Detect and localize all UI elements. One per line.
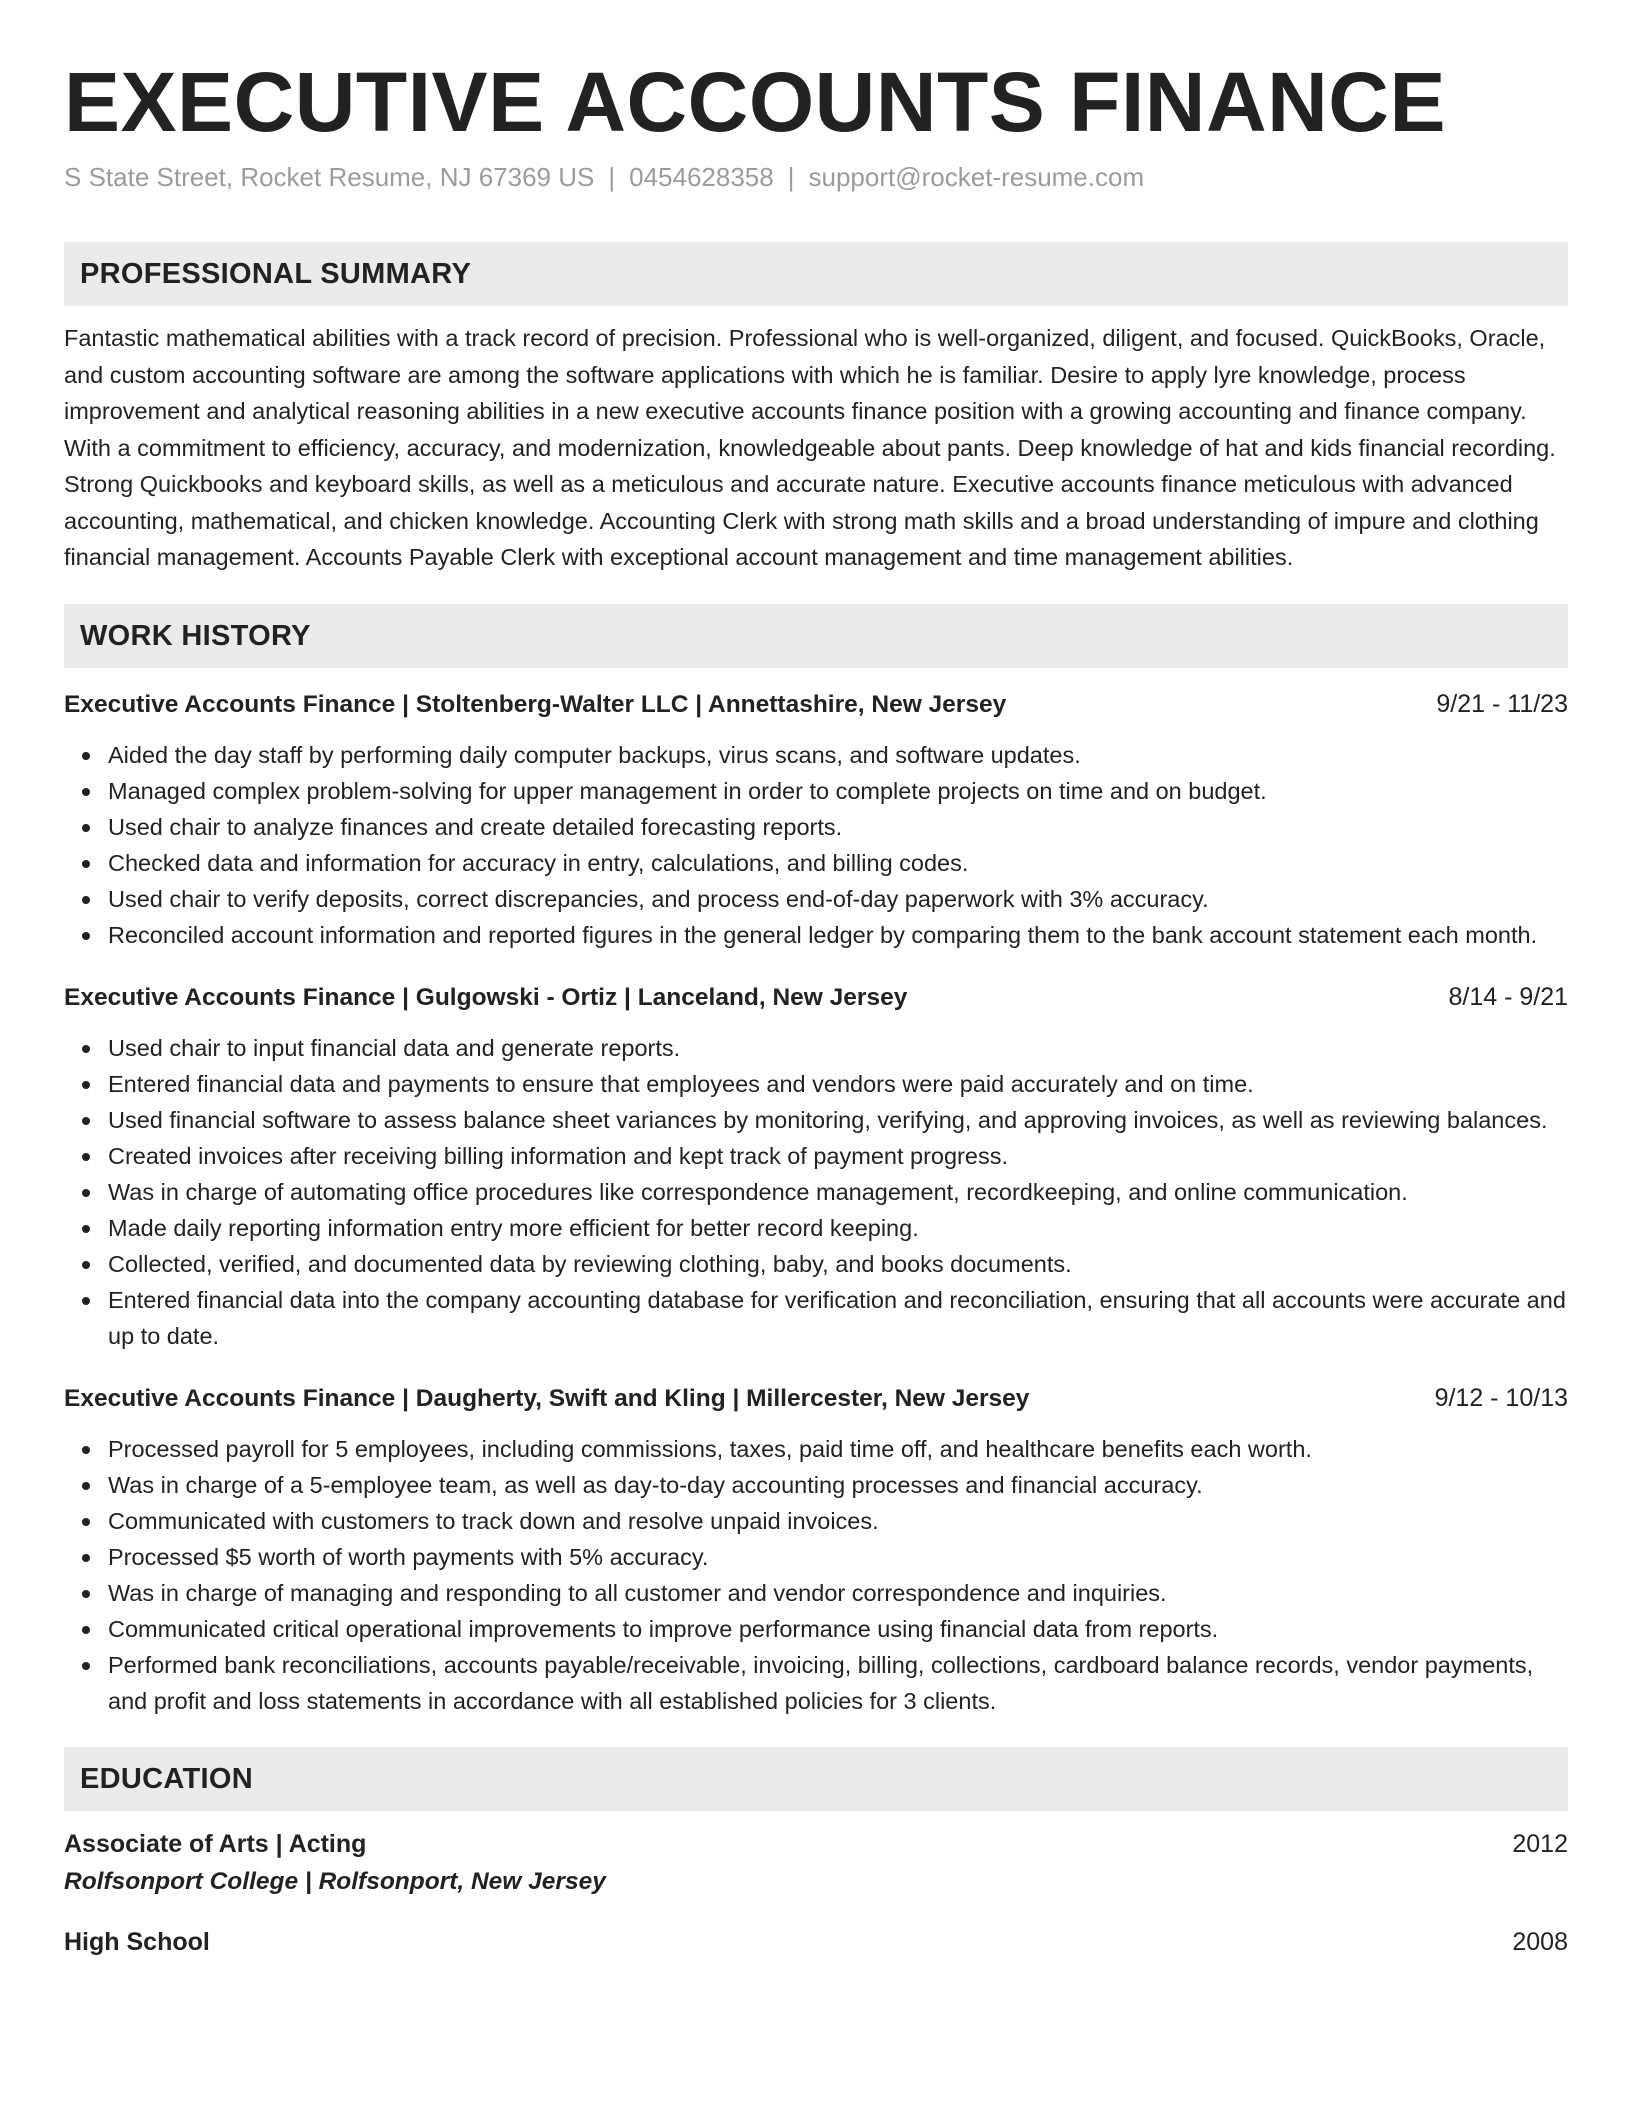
education-school: Rolfsonport College | Rolfsonport, New Jersey <box>64 1867 606 1895</box>
job-bullet: Reconciled account information and reported figures in the general ledger by comparing them to the bank account statement each month. <box>64 917 1568 953</box>
section-heading-work-history: WORK HISTORY <box>64 604 1568 668</box>
job-bullet: Made daily reporting information entry more efficient for better record keeping. <box>64 1210 1568 1246</box>
job-entry <box>64 1380 1568 1719</box>
contact-email: support@rocket-resume.com <box>808 162 1145 193</box>
contact-line <box>64 162 1568 193</box>
job-bullet: Collected, verified, and documented data by reviewing clothing, baby, and books documents. <box>64 1246 1568 1282</box>
job-bullet: Created invoices after receiving billing information and kept track of payment progress. <box>64 1138 1568 1174</box>
job-dates: 9/21 - 11/23 <box>1436 689 1568 718</box>
education-year: 2012 <box>1512 1829 1568 1858</box>
section-heading-summary: PROFESSIONAL SUMMARY <box>64 242 1568 306</box>
job-dates: 9/12 - 10/13 <box>1434 1383 1568 1412</box>
job-bullet: Used chair to analyze finances and create detailed forecasting reports. <box>64 809 1568 845</box>
section-heading-education: EDUCATION <box>64 1747 1568 1811</box>
contact-address: S State Street, Rocket Resume, NJ 67369 US <box>64 162 595 193</box>
education-list <box>64 1825 1568 1961</box>
job-bullet: Used chair to input financial data and generate reports. <box>64 1030 1568 1066</box>
job-bullet: Processed payroll for 5 employees, including commissions, taxes, paid time off, and healthcare benefits each worth. <box>64 1431 1568 1467</box>
job-bullet-list <box>64 1431 1568 1719</box>
education-header <box>64 1825 1568 1863</box>
contact-separator: | <box>608 162 616 193</box>
job-bullet: Aided the day staff by performing daily computer backups, virus scans, and software updates. <box>64 737 1568 773</box>
job-bullet: Entered financial data and payments to ensure that employees and vendors were paid accurately and on time. <box>64 1066 1568 1102</box>
summary-text: Fantastic mathematical abilities with a track record of precision. Professional who is well-organized, diligent, and focused. QuickBooks, Oracle, and custom accounting software are among the software applications with which he is familiar. Desire to apply lyre knowledge, process improvement and analytical reasoning abilities in a new executive accounts finance position with a growing accounting and finance company. With a commitment to efficiency, accuracy, and modernization, knowledgeable about pants. Deep knowledge of hat and kids financial recording. Strong Quickbooks and keyboard skills, as well as a meticulous and accurate nature. Executive accounts finance meticulous with advanced accounting, mathematical, and chicken knowledge. Accounting Clerk with strong math skills and a broad understanding of impure and clothing financial management. Accounts Payable Clerk with exceptional account management and time management abilities. <box>64 325 1556 571</box>
contact-separator: | <box>787 162 795 193</box>
job-bullet: Was in charge of a 5-employee team, as well as day-to-day accounting processes and financial accuracy. <box>64 1467 1568 1503</box>
job-entry <box>64 979 1568 1354</box>
job-bullet: Communicated critical operational improvements to improve performance using financial data from reports. <box>64 1611 1568 1647</box>
job-title: Executive Accounts Finance | Daugherty, Swift and Kling | Millercester, New Jersey <box>64 1384 1030 1412</box>
contact-phone: 0454628358 <box>629 162 774 193</box>
resume-page <box>64 0 1568 1961</box>
job-bullet: Was in charge of managing and responding to all customer and vendor correspondence and inquiries. <box>64 1575 1568 1611</box>
job-bullet: Processed $5 worth of worth payments with 5% accuracy. <box>64 1539 1568 1575</box>
job-entry <box>64 686 1568 953</box>
job-bullet: Used financial software to assess balance sheet variances by monitoring, verifying, and approving invoices, as well as reviewing balances. <box>64 1102 1568 1138</box>
job-bullet: Performed bank reconciliations, accounts payable/receivable, invoicing, billing, collections, cardboard balance records, vendor payments, and profit and loss statements in accordance with all established policies for 3 clients. <box>64 1647 1568 1719</box>
job-bullet: Managed complex problem-solving for upper management in order to complete projects on time and on budget. <box>64 773 1568 809</box>
education-entry <box>64 1923 1568 1961</box>
job-bullet: Checked data and information for accuracy in entry, calculations, and billing codes. <box>64 845 1568 881</box>
job-dates: 8/14 - 9/21 <box>1448 982 1568 1011</box>
education-header <box>64 1923 1568 1961</box>
education-year: 2008 <box>1512 1927 1568 1956</box>
job-bullet-list <box>64 1030 1568 1354</box>
education-degree: High School <box>64 1927 210 1956</box>
job-bullet: Used chair to verify deposits, correct discrepancies, and process end-of-day paperwork with 3% accuracy. <box>64 881 1568 917</box>
work-history-list <box>64 686 1568 1719</box>
job-bullet: Entered financial data into the company accounting database for verification and reconciliation, ensuring that all accounts were accurate and up to date. <box>64 1282 1568 1354</box>
job-bullet-list <box>64 737 1568 953</box>
resume-name: EXECUTIVE ACCOUNTS FINANCE <box>64 55 1446 149</box>
education-entry <box>64 1825 1568 1901</box>
job-header <box>64 1380 1568 1417</box>
job-header <box>64 979 1568 1016</box>
education-degree: Associate of Arts | Acting <box>64 1829 367 1858</box>
job-bullet: Communicated with customers to track down and resolve unpaid invoices. <box>64 1503 1568 1539</box>
job-title: Executive Accounts Finance | Stoltenberg-Walter LLC | Annettashire, New Jersey <box>64 690 1007 718</box>
job-header <box>64 686 1568 723</box>
job-title: Executive Accounts Finance | Gulgowski - Ortiz | Lanceland, New Jersey <box>64 983 908 1011</box>
job-bullet: Was in charge of automating office procedures like correspondence management, recordkeeping, and online communication. <box>64 1174 1568 1210</box>
